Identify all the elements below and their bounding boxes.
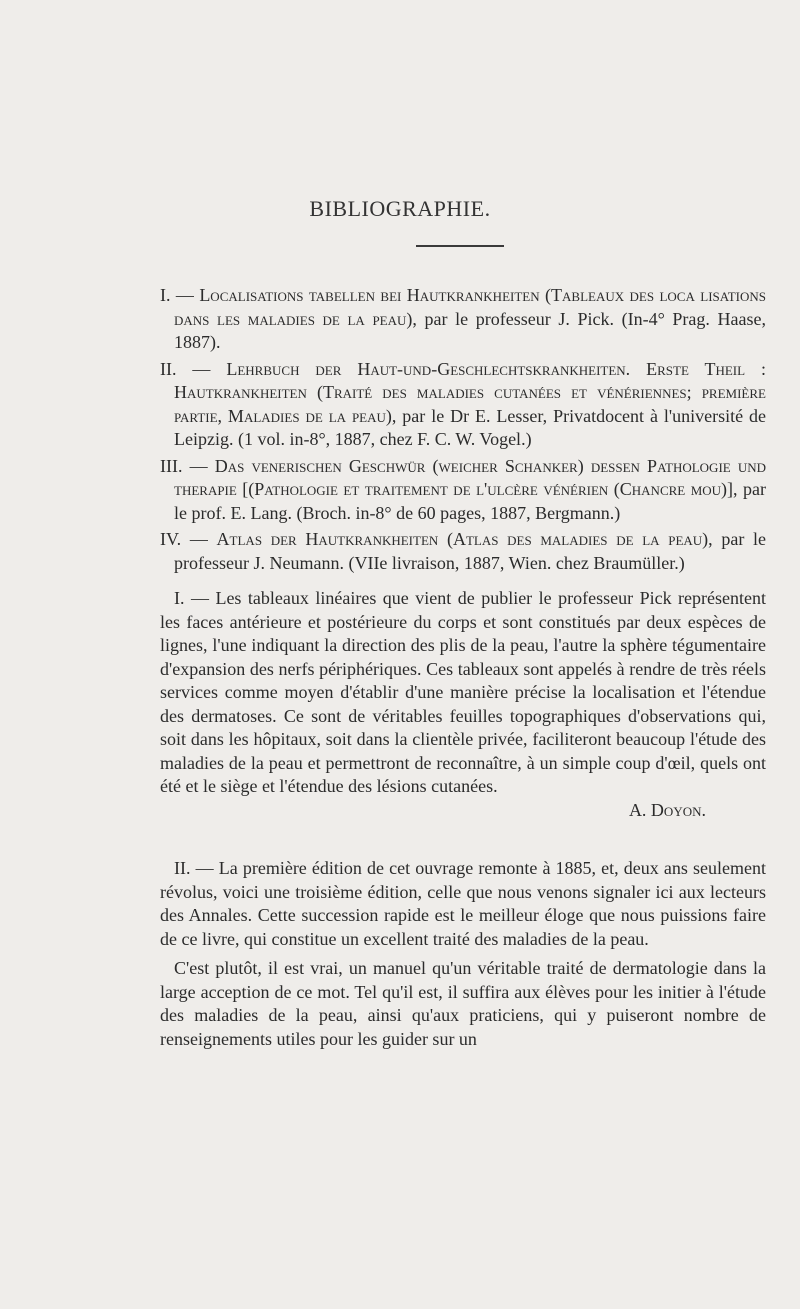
page-body	[160, 284, 766, 1051]
bibliography-entry-2: II. — Lehrbuch der Haut-und-Geschlechtskrankheiten. Erste Theil : Hautkrankheiten (Traité des maladies cutanées et vénériennes; première partie, Maladies de la peau), par le Dr E. Lesser, Privatdocent à l'université de Leipzig. (1 vol. in-8°, 1887, chez F. C. W. Vogel.)	[160, 358, 767, 449]
entry-details: , par le professeur J. Pick. (In-4° Prag. Haase, 1887).	[174, 308, 766, 352]
entry-title: Localisations tabellen bei Hautkrankheiten (Tableaux des loca lisations dans les maladies de la peau)	[174, 285, 766, 329]
entry-number: IV.	[160, 529, 182, 549]
entry-details: , par le Dr E. Lesser, Privatdocent à l'université de Leipzig. (1 vol. in-8°, 1887, chez F. C. W. Vogel.)	[174, 405, 766, 449]
bibliography-entry-4: IV. — Atlas der Hautkrankheiten (Atlas des maladies de la peau), par le professeur J. Neumann. (VIIe livraison, 1887, Wien. chez Braumüller.)	[160, 529, 767, 573]
entry-title: Atlas der Hautkrankheiten (Atlas des maladies de la peau)	[216, 529, 709, 549]
review-paragraph-2: II. — La première édition de cet ouvrage remonte à 1885, et, deux ans seulement révolus, voici une troisième édition, celle que nous venons signaler ici aux lecteurs des Annales. Cette succession rapide est le meilleur éloge que nous puissions faire de ce livre, qui constitue un excellent traité des maladies de la peau.	[160, 858, 766, 949]
signature-text: A. Doyon.	[628, 799, 706, 820]
review-paragraph-1: I. — Les tableaux linéaires que vient de publier le professeur Pick représentent les faces antérieure et postérieure du corps et sont constitués par deux espèces de lignes, l'une indiquant la direction des plis de la peau, l'autre la sphère tégumentaire d'expansion des nerfs périphériques. Ces tableaux sont appelés à rendre de très réels services comme moyen d'établir d'une manière précise la localisation et l'étendue des dermatoses. Ce sont de véritables feuilles topographiques d'observations qui, soit dans les hôpitaux, soit dans la clientèle privée, faciliteront beaucoup l'étude des maladies de la peau et permettront de reconnaître, à un simple coup d'œil, quels ont été et le siège et l'étendue des lésions cutanées.	[160, 588, 766, 796]
entry-title: Lehrbuch der Haut-und-Geschlechtskrankheiten. Erste Theil : Hautkrankheiten (Traité des maladies cutanées et vénériennes; première partie, Maladies de la peau)	[174, 358, 767, 426]
entry-number: I.	[160, 285, 171, 305]
page-title: BIBLIOGRAPHIE.	[309, 196, 491, 221]
bibliography-entry-1: I. — Localisations tabellen bei Hautkrankheiten (Tableaux des loca lisations dans les maladies de la peau), par le professeur J. Pick. (In-4° Prag. Haase, 1887).	[160, 285, 766, 352]
review-paragraph-3: C'est plutôt, il est vrai, un manuel qu'un véritable traité de dermatologie dans la large acception de ce mot. Tel qu'il est, il suffira aux élèves pour les initier à l'étude des maladies de la peau, ainsi qu'aux praticiens, qui y puiseront nombre de renseignements utiles pour les guider sur un	[160, 958, 766, 1049]
entry-number: II.	[160, 358, 177, 379]
review-signature	[160, 799, 766, 823]
entry-number: III.	[160, 455, 183, 476]
title-rule	[416, 245, 504, 247]
entry-details: , par le prof. E. Lang. (Broch. in-8° de 60 pages, 1887, Bergmann.)	[174, 479, 767, 523]
entry-details: , par le professeur J. Neumann. (VIIe livraison, 1887, Wien. chez Braumüller.)	[174, 529, 767, 573]
entry-title: Das venerischen Geschwür (weicher Schanker) dessen Pathologie und therapie [(Pathologie et traitement de l'ulcère vénérien (Chancre mou)]	[174, 455, 767, 499]
bibliography-entry-3: III. — Das venerischen Geschwür (weicher Schanker) dessen Pathologie und therapie [(Pathologie et traitement de l'ulcère vénérien (Chancre mou)], par le prof. E. Lang. (Broch. in-8° de 60 pages, 1887, Bergmann.)	[160, 455, 767, 523]
